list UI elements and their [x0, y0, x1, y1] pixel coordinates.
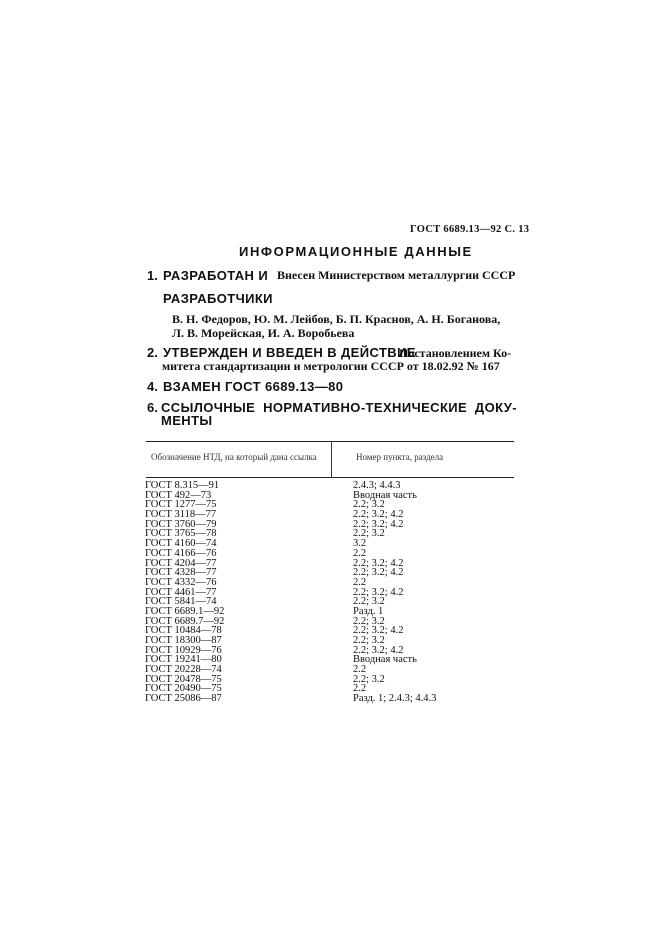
- section-cell: 2.2; 3.2; 4.2: [353, 518, 404, 530]
- document-cell: ГОСТ 4328—77: [145, 567, 217, 579]
- section-1-heading: РАЗРАБОТАН И: [163, 268, 269, 283]
- developers-line-1: В. Н. Федоров, Ю. М. Лейбов, Б. П. Краснов, А. Н. Боганова,: [172, 312, 501, 326]
- section-cell: Разд. 1; 2.4.3; 4.4.3: [353, 693, 437, 705]
- section-6-word-1: ССЫЛОЧНЫЕ: [161, 400, 256, 415]
- section-cell: 2.2; 3.2; 4.2: [353, 509, 404, 521]
- document-cell: ГОСТ 492—73: [145, 489, 212, 501]
- document-cell: ГОСТ 19241—80: [145, 654, 222, 666]
- document-cell: ГОСТ 18300—87: [145, 635, 222, 646]
- section-6-word-3: ДОКУ-: [474, 400, 517, 415]
- section-1-number: 1.: [147, 268, 158, 283]
- section-6-number: 6.: [147, 400, 158, 415]
- section-6-heading: [161, 400, 517, 415]
- section-2-number: 2.: [147, 345, 158, 360]
- document-cell: ГОСТ 20228—74: [145, 664, 222, 676]
- document-cell: ГОСТ 5841—74: [145, 596, 217, 608]
- section-cell: Вводная часть: [353, 654, 417, 666]
- document-cell: ГОСТ 10929—76: [145, 644, 222, 656]
- document-title: ИНФОРМАЦИОННЫЕ ДАННЫЕ: [239, 244, 473, 259]
- document-cell: ГОСТ 3118—77: [145, 509, 217, 521]
- section-cell: 2.2; 3.2; 4.2: [353, 567, 404, 579]
- document-cell: ГОСТ 10484—78: [145, 625, 222, 637]
- section-1-text: Внесен Министерством металлургии СССР: [277, 268, 516, 282]
- document-cell: ГОСТ 3760—79: [145, 518, 217, 530]
- section-4-heading: ВЗАМЕН ГОСТ 6689.13—80: [163, 379, 344, 394]
- section-cell: 2.2; 3.2: [353, 528, 385, 540]
- document-cell: ГОСТ 4461—77: [145, 586, 217, 598]
- document-cell: ГОСТ 20478—75: [145, 673, 222, 685]
- document-cell: ГОСТ 4160—74: [145, 538, 217, 550]
- document-cell: ГОСТ 6689.1—92: [145, 605, 225, 617]
- table-column-sections: [353, 481, 436, 704]
- table-top-rule: [146, 441, 514, 442]
- section-cell: Разд. 1: [353, 605, 384, 617]
- table-header-rule: [146, 477, 514, 478]
- section-cell: 2.2; 3.2; 4.2: [353, 586, 404, 598]
- document-cell: ГОСТ 3765—78: [145, 528, 217, 540]
- section-cell: 3.2: [353, 538, 367, 550]
- section-cell: Вводная часть: [353, 489, 417, 501]
- section-cell: 2.2: [353, 576, 367, 588]
- document-cell: ГОСТ 1277—75: [145, 499, 217, 511]
- section-cell: 2.2: [353, 547, 367, 559]
- section-cell: 2.2; 3.2: [353, 499, 385, 511]
- section-6-word-2: НОРМАТИВНО-ТЕХНИЧЕСКИЕ: [263, 400, 468, 415]
- section-4-number: 4.: [147, 379, 158, 394]
- developers-line-2: Л. В. Морейская, И. А. Воробьева: [172, 326, 355, 340]
- table-column-documents: [145, 481, 224, 704]
- section-cell: 2.2; 3.2; 4.2: [353, 557, 404, 569]
- page-header: ГОСТ 6689.13—92 С. 13: [410, 224, 530, 235]
- document-cell: ГОСТ 25086—87: [145, 693, 222, 705]
- section-2-heading: УТВЕРЖДЕН И ВВЕДЕН В ДЕЙСТВИЕ: [163, 345, 416, 360]
- section-cell: 2.2; 3.2: [353, 635, 385, 646]
- section-cell: 2.2: [353, 664, 367, 676]
- section-cell: 2.4.3; 4.4.3: [353, 480, 401, 491]
- section-cell: 2.2; 3.2: [353, 615, 385, 627]
- section-cell: 2.2; 3.2; 4.2: [353, 625, 404, 637]
- table-header-section: Номер пункта, раздела: [356, 452, 444, 462]
- document-cell: ГОСТ 4166—76: [145, 547, 217, 559]
- document-cell: ГОСТ 6689.7—92: [145, 615, 225, 627]
- document-cell: ГОСТ 8.315—91: [145, 480, 220, 491]
- table-header-document: Обозначение НТД, на который дана ссылка: [151, 452, 317, 462]
- section-6-heading-line-2: МЕНТЫ: [161, 413, 213, 428]
- document-cell: ГОСТ 4204—77: [145, 557, 217, 569]
- section-cell: 2.2: [353, 683, 367, 695]
- section-cell: 2.2; 3.2; 4.2: [353, 644, 404, 656]
- section-2-text-1: Постановлением Ко-: [399, 346, 512, 360]
- section-2-text-2: митета стандартизации и метрологии СССР от 18.02.92 № 167: [162, 359, 500, 373]
- document-cell: ГОСТ 20490—75: [145, 683, 222, 695]
- document-cell: ГОСТ 4332—76: [145, 576, 217, 588]
- developers-heading: РАЗРАБОТЧИКИ: [163, 291, 273, 306]
- table-column-divider: [331, 442, 332, 478]
- section-cell: 2.2; 3.2: [353, 596, 385, 608]
- section-cell: 2.2; 3.2: [353, 673, 385, 685]
